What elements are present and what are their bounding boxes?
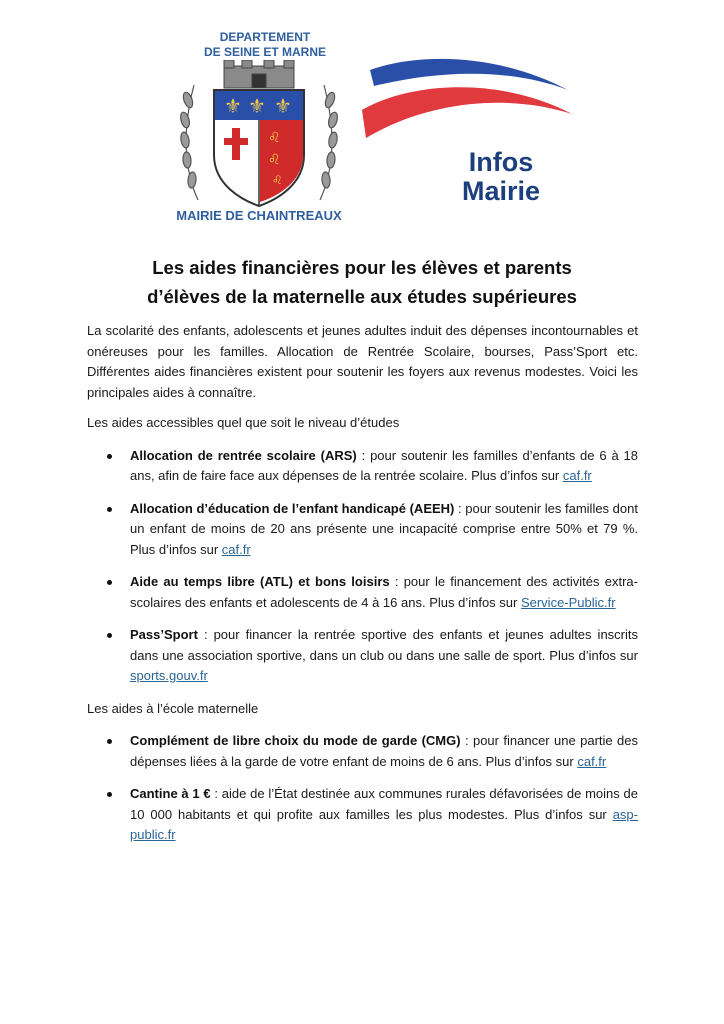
- tricolor-swoosh-icon: [360, 48, 575, 148]
- aid-link[interactable]: Service-Public.fr: [520, 594, 616, 610]
- bullet-icon: [107, 580, 112, 585]
- department-label: [175, 30, 355, 60]
- aid-title: Complément de libre choix du mode de garde (CMG): [130, 733, 461, 748]
- infos-word: Infos: [468, 147, 534, 177]
- svg-text:⚜: ⚜: [224, 94, 242, 118]
- aid-link[interactable]: sports.gouv.fr: [130, 668, 208, 683]
- aid-description: : aide de l’État destinée aux communes rurales défavorisées de moins de 10 000 habitants et qui profite aux familles les plus modestes. Plus d’infos sur: [130, 786, 639, 822]
- svg-text:♌: ♌: [268, 130, 281, 146]
- intro-paragraph: La scolarité des enfants, adolescents et jeunes adultes induit des dépenses incontournables et onéreuses pour les familles. Allocation de Rentrée Scolaire, bourses, Pass’Sport etc. Différentes aides financières existent pour soutenir les foyers aux revenus modestes. Voici les principales aides à connaître.: [87, 323, 638, 400]
- section-heading: Les aides accessibles quel que soit le niveau d’études: [87, 415, 400, 430]
- bullet-icon: [107, 739, 112, 744]
- aid-list: [87, 446, 638, 687]
- aid-title: Aide au temps libre (ATL) et bons loisirs: [130, 574, 390, 589]
- section-heading: Les aides à l’école maternelle: [87, 700, 259, 716]
- bullet-icon: [107, 507, 112, 512]
- svg-text:♌: ♌: [268, 152, 281, 168]
- article-body: [87, 321, 638, 858]
- aid-item-pass-sport: [87, 625, 638, 687]
- aid-list: [87, 731, 638, 846]
- bullet-icon: [107, 454, 112, 459]
- svg-text:♌: ♌: [272, 173, 283, 187]
- aid-description: : pour soutenir les familles d’enfants de 6 à 18 ans, afin de faire face aux dépenses de la rentrée scolaire. Plus d’infos sur: [130, 447, 638, 483]
- aid-title: Cantine à 1 €: [130, 786, 211, 801]
- title-line-2: d’élèves de la maternelle aux études supérieures: [147, 286, 577, 307]
- aid-link[interactable]: caf.fr: [221, 541, 251, 557]
- aid-link[interactable]: caf.fr: [577, 753, 607, 769]
- bullet-icon: [107, 633, 112, 638]
- aid-item-ars: [87, 446, 638, 487]
- svg-text:⚜: ⚜: [248, 94, 266, 118]
- aid-title: Pass’Sport: [130, 627, 198, 642]
- aid-description: : pour financer la rentrée sportive des enfants et jeunes adultes inscrits dans une association sportive, dans un club ou dans une salle de sport. Plus d’infos sur: [130, 627, 638, 663]
- mairie-label: MAIRIE DE CHAINTREAUX: [176, 208, 342, 223]
- aid-description: : pour soutenir les familles dont un enfant de moins de 20 ans présente une incapacité comprise entre 50% et 79 %. Plus d’infos sur: [130, 500, 638, 557]
- infos-mairie-logo: [436, 148, 566, 206]
- aid-item-cmg: [87, 731, 638, 772]
- mairie-word: Mairie: [461, 176, 541, 206]
- coat-of-arms-icon: [176, 60, 342, 210]
- aid-title: Allocation de rentrée scolaire (ARS): [130, 447, 357, 463]
- aid-description: : pour le financement des activités extra-scolaires des enfants et adolescents de 4 à 16 ans. Plus d’infos sur: [130, 574, 638, 610]
- aid-item-atl: [87, 572, 638, 613]
- aid-description: : pour financer une partie des dépenses liées à la garde de votre enfant de moins de 6 ans. Plus d’infos sur: [130, 733, 638, 769]
- aid-item-cantine: [87, 784, 638, 846]
- aid-link[interactable]: asp-public.fr: [130, 806, 638, 842]
- page-title: [60, 253, 664, 311]
- aid-title: Allocation d’éducation de l’enfant handicapé (AEEH): [130, 500, 455, 516]
- aid-link[interactable]: caf.fr: [562, 468, 592, 483]
- department-line-1: DEPARTEMENT: [219, 30, 311, 44]
- department-line-2: DE SEINE ET MARNE: [203, 45, 326, 59]
- bullet-icon: [107, 792, 112, 797]
- svg-text:⚜: ⚜: [274, 94, 292, 118]
- aid-item-aeeh: [87, 499, 638, 561]
- title-line-1: Les aides financières pour les élèves et parents: [152, 257, 572, 278]
